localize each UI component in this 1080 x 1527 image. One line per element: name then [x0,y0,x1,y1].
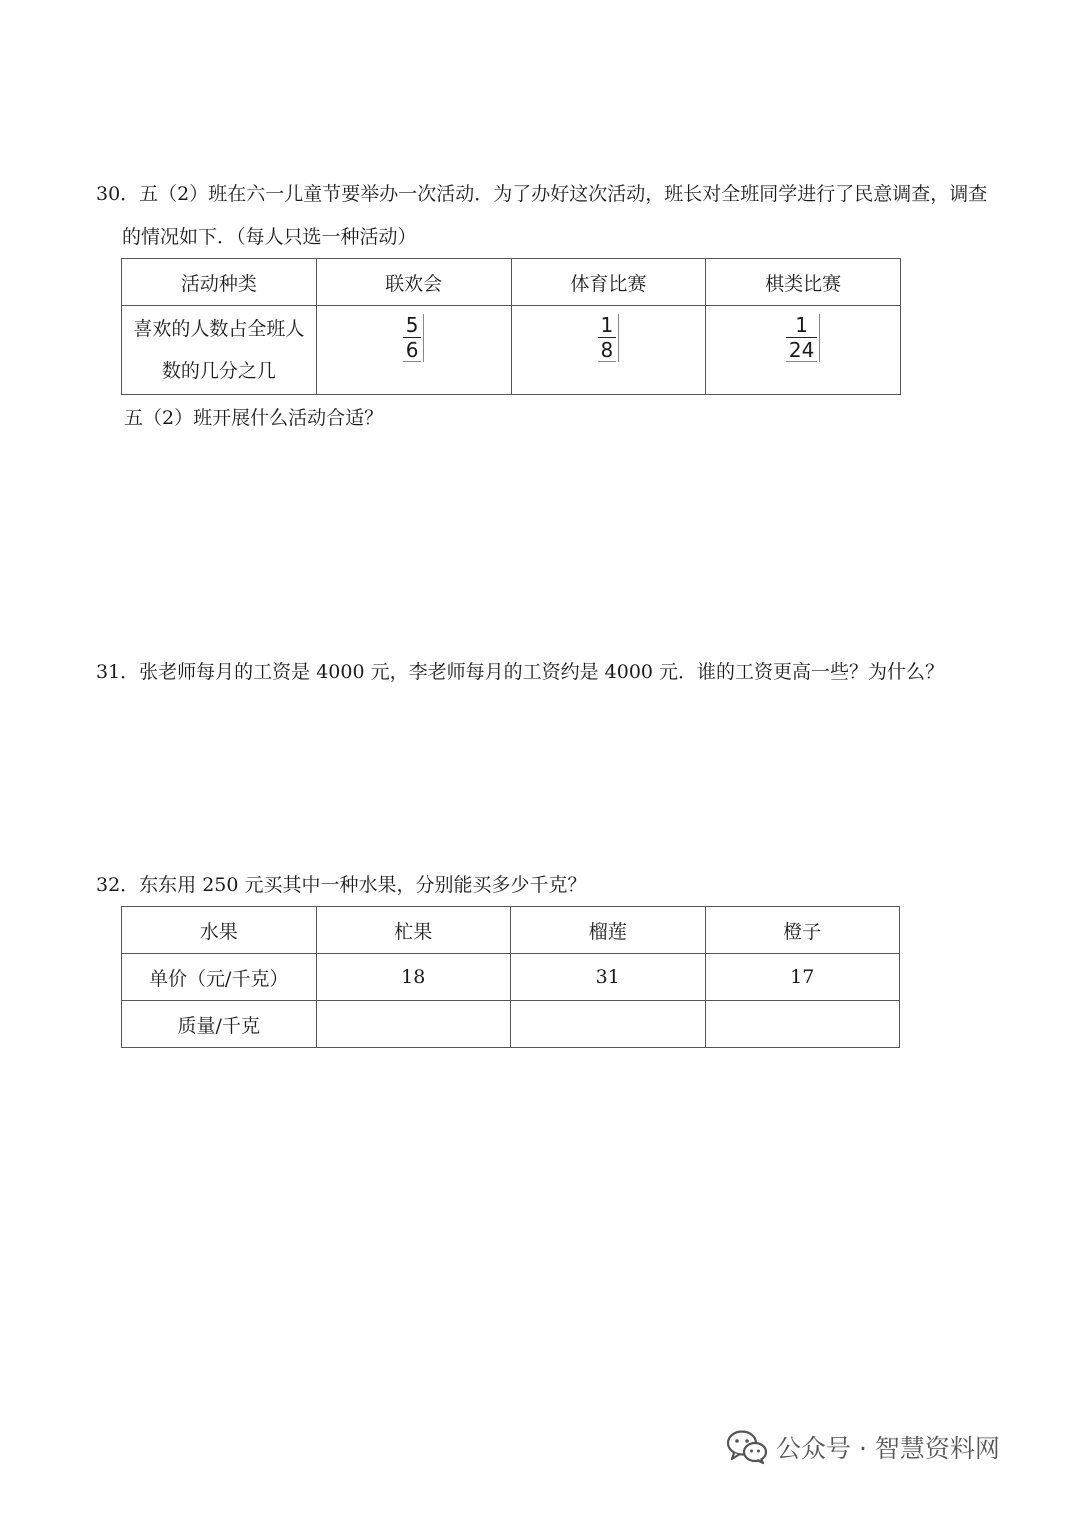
table-header-cell: 棋类比赛 [706,259,901,306]
fraction [786,314,820,362]
table-row [122,907,900,954]
watermark-text: 公众号 · 智慧资料网 [776,1434,1000,1463]
q30-stem-line2: 的情况如下．（每人只选一种活动） [122,226,417,248]
fraction-cell [316,306,511,395]
table-header-cell: 杧果 [316,907,511,954]
table-row-label: 质量/千克 [122,1001,317,1048]
price-cell: 18 [316,954,511,1001]
fraction [403,314,425,362]
answer-blank-cell[interactable] [705,1001,900,1048]
fraction-cell [706,306,901,395]
fraction-denominator: 6 [403,339,422,362]
table-header-cell: 联欢会 [316,259,511,306]
q31-stem: 31．张老师每月的工资是 4000 元，李老师每月的工资约是 4000 元．谁的工资更高一些？为什么？ [96,661,945,683]
price-cell: 17 [705,954,900,1001]
table-header-cell: 水果 [122,907,317,954]
table-header-cell: 榴莲 [511,907,706,954]
wechat-icon [726,1429,768,1465]
table-row-label [122,306,317,395]
price-cell: 31 [511,954,706,1001]
fruit-price-table [121,906,900,1048]
wechat-watermark [726,1427,1000,1467]
table-row [122,1001,900,1048]
fraction-cell [511,306,706,395]
fraction-numerator: 5 [405,313,419,337]
table-row [122,306,901,395]
table-row [122,954,900,1001]
fraction-numerator: 1 [795,313,808,337]
q30-followup-question: 五（2）班开展什么活动合适？ [124,407,384,429]
fraction-denominator: 24 [786,339,817,362]
row-label-text: 喜欢的人数占全班人数的几分之几 [133,318,305,382]
q32-stem: 32．东东用 250 元买其中一种水果，分别能买多少千克？ [96,874,587,896]
fraction-numerator: 1 [600,313,614,337]
fraction-denominator: 8 [598,339,617,362]
activity-survey-table [121,258,901,395]
table-row-label: 单价（元/千克） [122,954,317,1001]
table-header-cell: 体育比赛 [511,259,706,306]
table-row [122,259,901,306]
fraction [598,314,620,362]
answer-blank-cell[interactable] [511,1001,706,1048]
answer-blank-cell[interactable] [316,1001,511,1048]
table-header-cell: 活动种类 [122,259,317,306]
q30-stem-line1: 30．五（2）班在六一儿童节要举办一次活动．为了办好这次活动，班长对全班同学进行了民意调查，调查 [96,183,988,205]
table-header-cell: 橙子 [705,907,900,954]
